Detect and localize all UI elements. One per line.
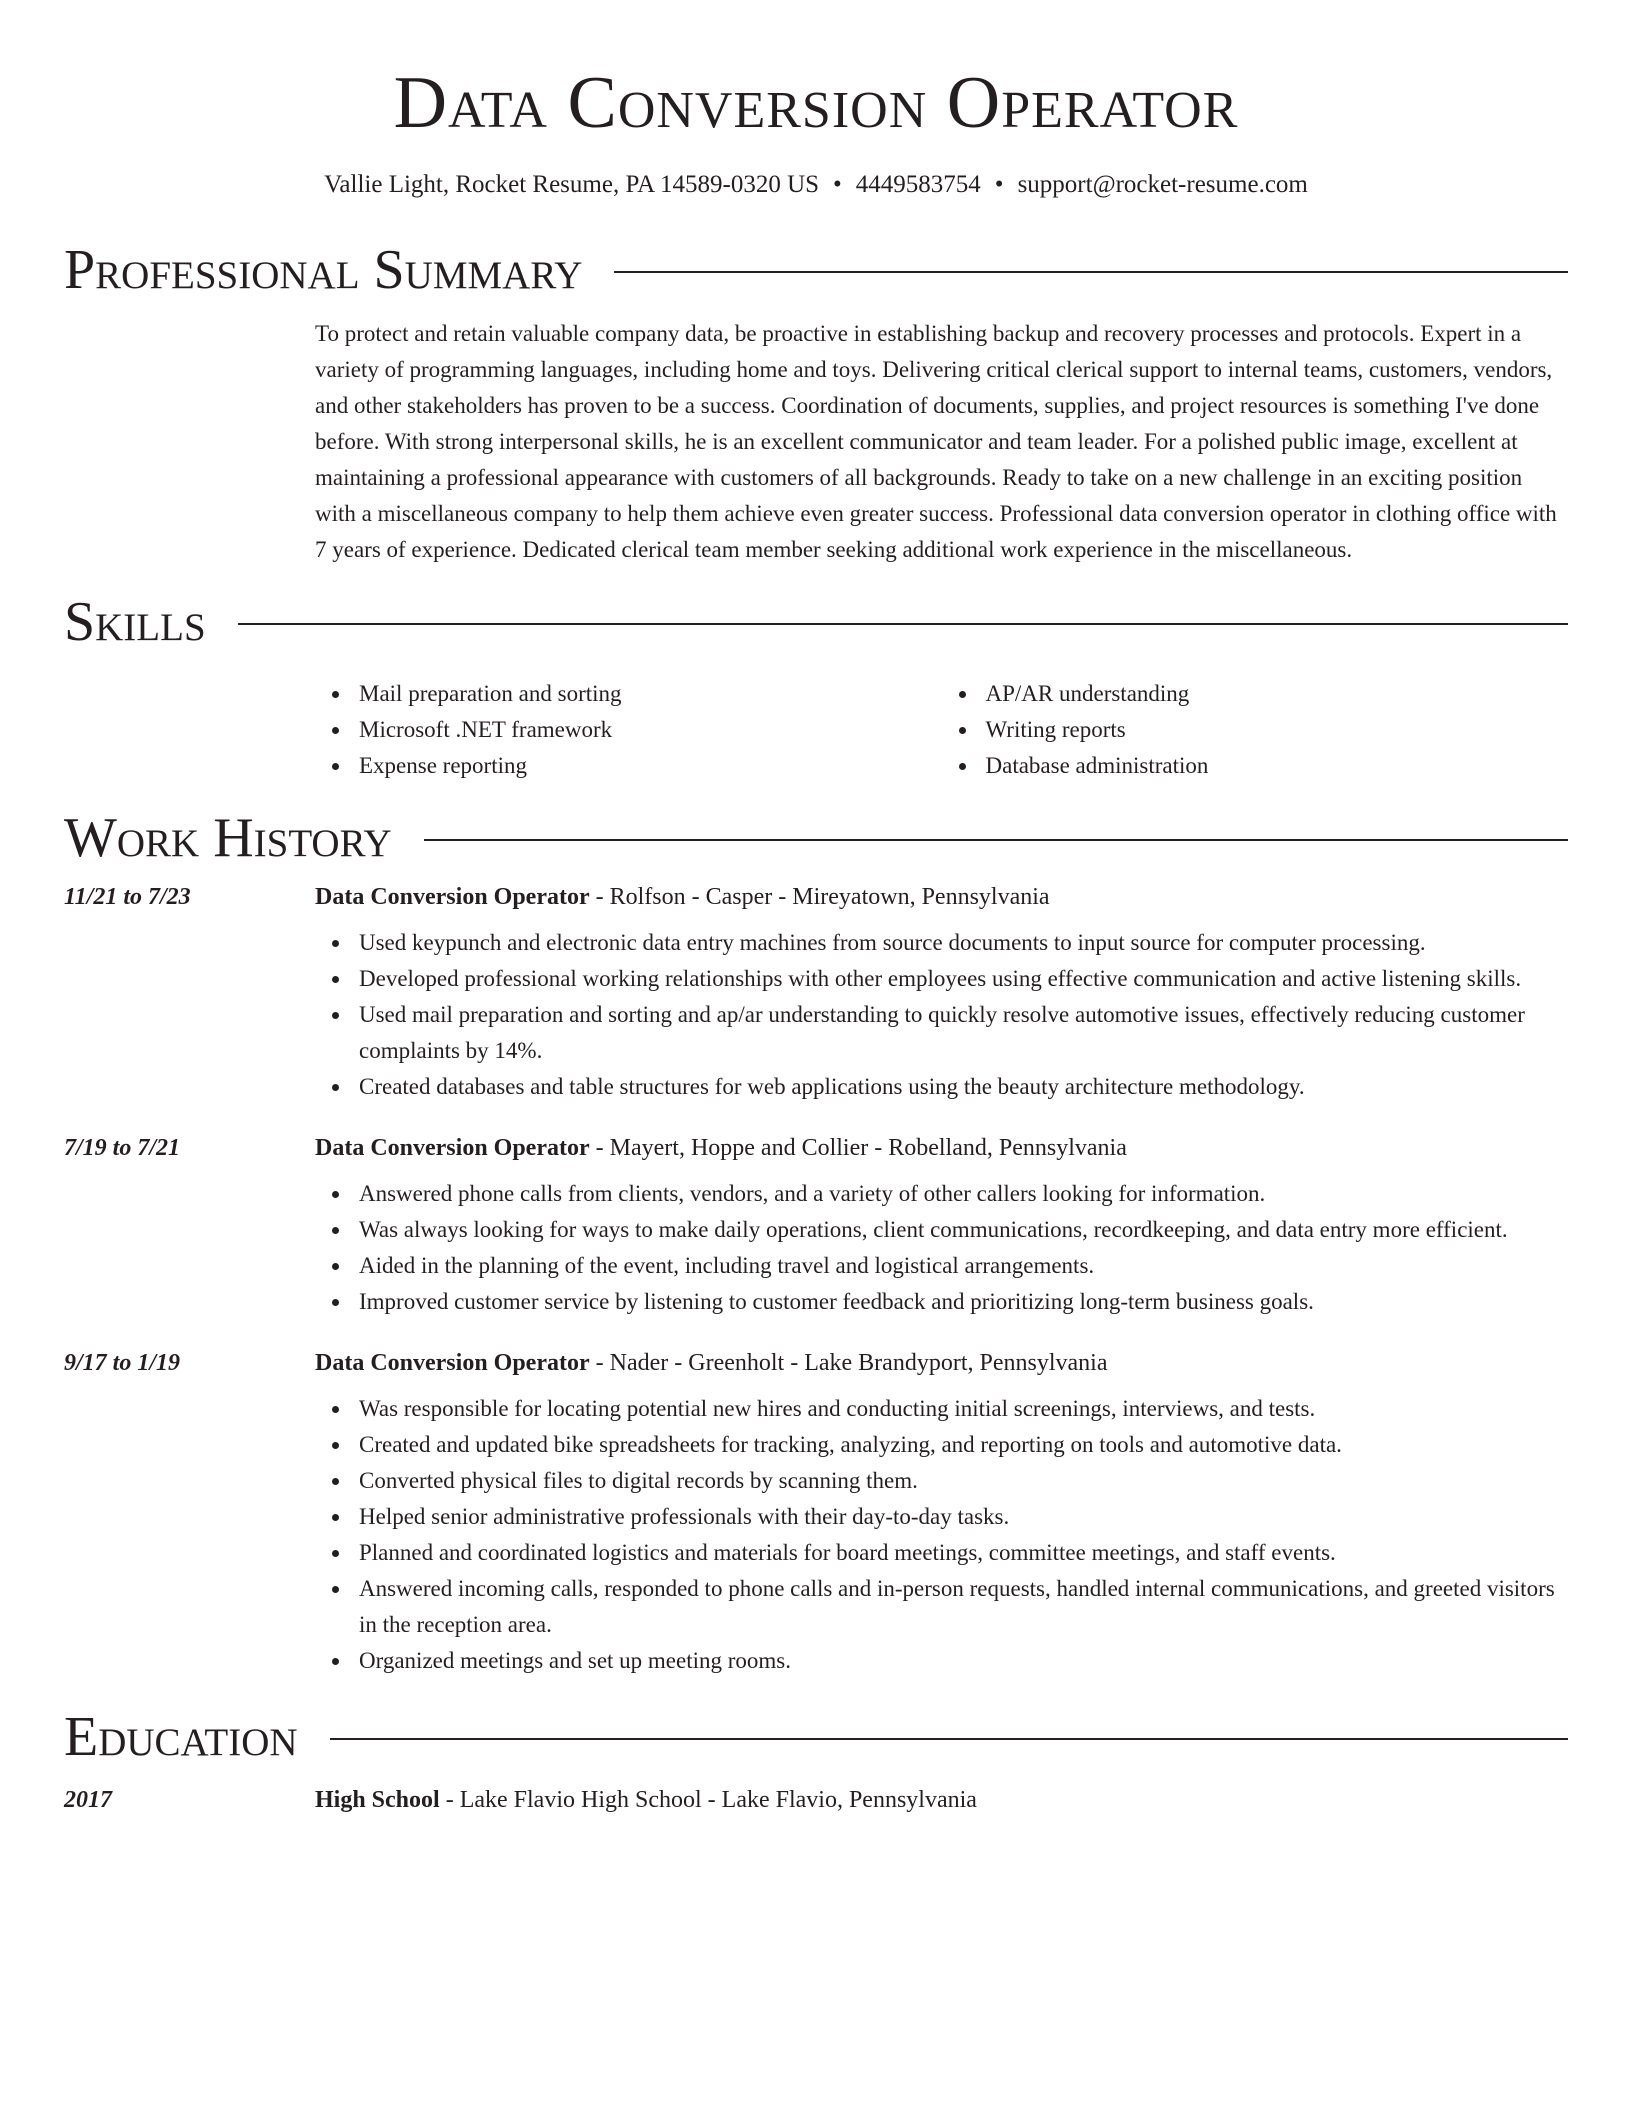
section-divider [614, 271, 1568, 273]
education-entry [64, 1787, 1568, 1814]
job-entry [64, 884, 1568, 1105]
education-line [315, 1787, 977, 1814]
bullet-item: Organized meetings and set up meeting rooms. [359, 1643, 1568, 1679]
bullet-item: Used mail preparation and sorting and ap/ar understanding to quickly resolve automotive issues, effectively reducing customer complaints by 14%. [359, 997, 1568, 1069]
job-role: Data Conversion Operator [315, 884, 590, 910]
contact-line [64, 170, 1568, 200]
skill-item: Database administration [986, 748, 1569, 784]
bullet-item: Was responsible for locating potential new hires and conducting initial screenings, interviews, and tests. [359, 1391, 1568, 1427]
bullet-item: Was always looking for ways to make daily operations, client communications, recordkeeping, and data entry more efficient. [359, 1212, 1568, 1248]
skill-item: Microsoft .NET framework [359, 712, 942, 748]
job-entry [64, 1135, 1568, 1320]
summary-body [315, 316, 1568, 568]
contact-email[interactable]: support@rocket-resume.com [1017, 171, 1308, 198]
education-degree: High School [315, 1787, 440, 1813]
bullet-item: Used keypunch and electronic data entry machines from source documents to input source for computer processing. [359, 925, 1568, 961]
job-bullets [315, 925, 1568, 1105]
job-company: - Nader - Greenholt - Lake Brandyport, Pennsylvania [589, 1350, 1108, 1376]
bullet-item: Aided in the planning of the event, including travel and logistical arrangements. [359, 1248, 1568, 1284]
contact-separator: • [833, 171, 842, 198]
bullet-item: Created and updated bike spreadsheets for tracking, analyzing, and reporting on tools and automotive data. [359, 1427, 1568, 1463]
skill-item: Mail preparation and sorting [359, 676, 942, 712]
bullet-item: Answered incoming calls, responded to phone calls and in-person requests, handled internal communications, and greeted visitors in the reception area. [359, 1571, 1568, 1643]
job-bullets [315, 1176, 1568, 1320]
skill-item: Writing reports [986, 712, 1569, 748]
resume-page [64, 0, 1568, 1814]
section-divider [424, 839, 1568, 841]
job-dates: 11/21 to 7/23 [64, 884, 191, 910]
bullet-list [315, 925, 1568, 1105]
job-header [64, 884, 1568, 911]
job-company: - Rolfson - Casper - Mireyatown, Pennsylvania [589, 884, 1050, 910]
job-bullets [315, 1391, 1568, 1679]
skills-column-right [942, 676, 1569, 784]
contact-separator: • [994, 171, 1004, 198]
bullet-list [315, 1391, 1568, 1679]
skills-title: Skills [64, 591, 206, 653]
job-title-line [315, 1135, 1127, 1162]
skills-column-left [315, 676, 942, 784]
job-entry [64, 1350, 1568, 1679]
skills-section-header [64, 590, 1568, 654]
job-role: Data Conversion Operator [315, 1135, 590, 1161]
job-dates: 7/19 to 7/21 [64, 1135, 181, 1161]
bullet-item: Answered phone calls from clients, vendors, and a variety of other callers looking for information. [359, 1176, 1568, 1212]
education-section-header [64, 1705, 1568, 1769]
section-divider [330, 1738, 1568, 1740]
summary-section-header [64, 238, 1568, 302]
education-school: - Lake Flavio High School - Lake Flavio, Pennsylvania [439, 1787, 977, 1813]
skills-list [315, 676, 1568, 784]
job-company: - Mayert, Hoppe and Collier - Robelland, Pennsylvania [589, 1135, 1127, 1161]
bullet-item: Created databases and table structures for web applications using the beauty architecture methodology. [359, 1069, 1568, 1105]
skill-item: Expense reporting [359, 748, 942, 784]
education-title: Education [64, 1706, 298, 1768]
summary-text: To protect and retain valuable company data, be proactive in establishing backup and recovery processes and protocols. Expert in a variety of programming languages, including home and toys. Delivering critical clerical support to internal teams, customers, vendors, and other stakeholders has proven to be a success. Coordination of documents, supplies, and project resources is something I've done before. With strong interpersonal skills, he is an excellent communicator and team leader. For a polished public image, excellent at maintaining a professional appearance with customers of all backgrounds. Ready to take on a new challenge in an exciting position with a miscellaneous company to help them achieve even greater success. Professional data conversion operator in clothing office with 7 years of experience. Dedicated clerical team member seeking additional work experience in the miscellaneous. [315, 321, 1557, 562]
job-title-line [315, 884, 1050, 911]
bullet-item: Planned and coordinated logistics and materials for board meetings, committee meetings, and staff events. [359, 1535, 1568, 1571]
contact-phone: 4449583754 [855, 171, 981, 198]
bullet-item: Converted physical files to digital records by scanning them. [359, 1463, 1568, 1499]
resume-name: Data Conversion Operator [393, 62, 1239, 144]
summary-title: Professional Summary [64, 239, 583, 301]
work-title: Work History [64, 807, 392, 869]
job-header [64, 1350, 1568, 1377]
job-title-line [315, 1350, 1107, 1377]
bullet-list [315, 1176, 1568, 1320]
bullet-item: Developed professional working relationships with other employees using effective communication and active listening skills. [359, 961, 1568, 997]
job-header [64, 1135, 1568, 1162]
work-section-header [64, 806, 1568, 870]
section-divider [238, 623, 1568, 625]
bullet-item: Helped senior administrative professionals with their day-to-day tasks. [359, 1499, 1568, 1535]
contact-address: Vallie Light, Rocket Resume, PA 14589-0320 US [324, 171, 820, 198]
bullet-item: Improved customer service by listening to customer feedback and prioritizing long-term business goals. [359, 1284, 1568, 1320]
education-year: 2017 [64, 1787, 112, 1813]
skill-item: AP/AR understanding [986, 676, 1569, 712]
job-role: Data Conversion Operator [315, 1350, 590, 1376]
job-dates: 9/17 to 1/19 [64, 1350, 181, 1376]
